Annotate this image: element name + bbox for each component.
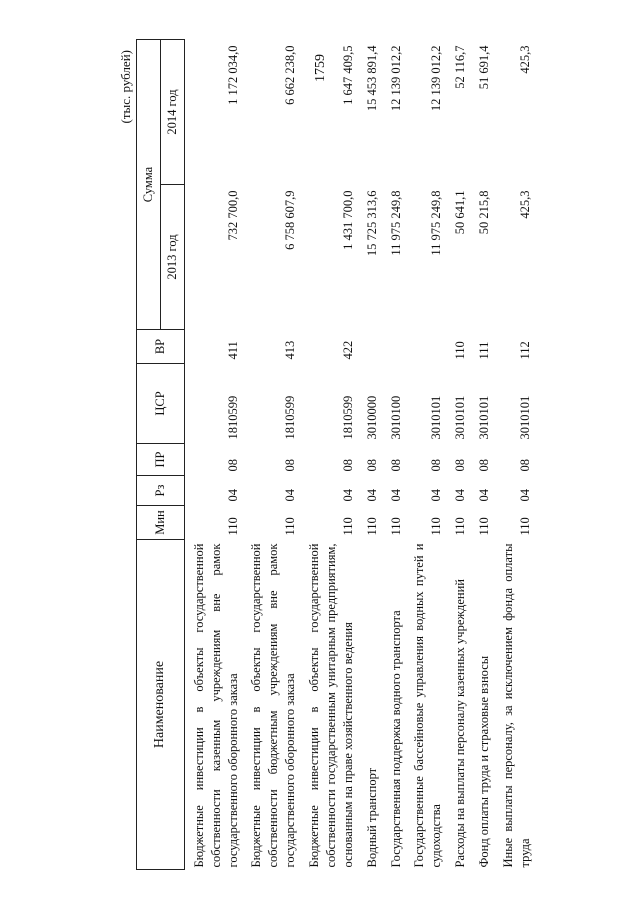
row-2013: 50 641,1 [453,190,468,235]
row-name: Бюджетные инвестиции в объекты государственной собственности бюджетным учреждениям вне рамок государственного оборонного заказа [249,543,298,868]
header-sum: Сумма [137,40,161,330]
row-2013: 11 975 249,8 [388,190,403,256]
row-rz: 04 [340,489,355,502]
row-vr: 413 [283,340,298,360]
row-vr: 422 [340,340,355,360]
row-vr [361,330,385,364]
row-rz: 04 [283,489,298,502]
header-csr: ЦСР [137,364,185,444]
table-row [449,40,473,870]
row-min: 110 [225,517,240,536]
row-pr: 08 [225,459,240,472]
header-name: Наименование [137,540,185,870]
row-min: 110 [388,517,403,536]
row-pr: 08 [429,459,444,472]
row-vr: 112 [517,341,532,360]
row-2014: 52 116,7 [453,45,468,89]
row-name: Иные выплаты персоналу, за исключением фонда оплаты труда [500,543,532,868]
header-pr: ПР [137,444,185,476]
row-rz: 04 [225,489,240,502]
row-2014: 1 647 409,5 [340,45,355,105]
row-csr: 1810599 [340,395,355,440]
row-rz: 04 [517,489,532,502]
row-pr: 08 [477,459,491,472]
row-min: 110 [453,517,468,536]
header-min: Мин [137,506,185,540]
row-min: 110 [477,517,491,536]
row-csr: 1810599 [283,395,298,440]
header-2014: 2014 год [160,40,184,185]
row-vr: 411 [225,341,240,360]
row-2013: 15 725 313,6 [364,190,379,257]
row-csr: 1810599 [225,395,240,440]
row-name: Расходы на выплаты персоналу казенных учреждений [453,579,468,868]
row-csr: 3010101 [517,395,532,440]
row-name: Бюджетные инвестиции в объекты государственной собственности государственным унитарным предприятиям, основанным на праве хозяйственного ведения [307,543,355,868]
row-2013: 732 700,0 [225,190,240,241]
row-min: 110 [517,517,532,536]
header-rz: Рз [137,476,185,506]
row-vr: 110 [453,341,468,360]
row-2014: 12 139 012,2 [388,45,403,112]
row-name: Государственная поддержка водного транспорта [388,610,403,868]
row-min: 110 [429,517,444,536]
units-label: (тыс. рублей) [118,50,133,124]
table-row [184,40,245,870]
row-csr: 3010000 [364,395,379,440]
row-pr: 08 [340,459,355,472]
row-2014: 6 662 238,0 [283,45,298,105]
header-vr: ВР [137,330,185,364]
row-csr: 3010100 [388,395,403,440]
header-2013: 2013 год [160,185,184,330]
row-name: Водный транспорт [364,767,379,868]
row-name: Бюджетные инвестиции в объекты государственной собственности казенным учреждениям вне рамок государственного оборонного заказа [191,543,240,868]
row-name: Фонд оплаты труда и страховые взносы [477,655,491,868]
row-2014: 425,3 [517,45,532,74]
budget-table-page [116,40,640,870]
header-row [137,40,161,870]
row-rz: 04 [388,489,403,502]
table-row [473,40,497,870]
row-name: Государственные бассейновые управления водных путей и судоходства [412,543,444,868]
row-min: 110 [364,517,379,536]
table-row [303,40,361,870]
row-pr: 08 [364,459,379,472]
table-row [245,40,303,870]
table-row [497,40,538,870]
row-min: 110 [340,517,355,536]
row-vr: 111 [477,341,491,360]
row-vr [408,330,449,364]
row-2013: 425,3 [517,190,532,219]
row-2014: 15 453 891,4 [364,45,379,112]
row-rz: 04 [453,489,468,502]
table-row [385,40,409,870]
row-pr: 08 [283,459,298,472]
row-rz: 04 [477,489,491,502]
row-pr: 08 [388,459,403,472]
row-2013: 1 431 700,0 [340,190,355,250]
row-rz: 04 [364,489,379,502]
table-row [408,40,449,870]
row-pr: 08 [453,459,468,472]
budget-table [136,39,538,870]
row-min: 110 [283,517,298,536]
row-pr: 08 [517,459,532,472]
row-2014: 51 691,4 [477,45,491,90]
row-csr: 3010101 [429,395,444,440]
row-2013: 11 975 249,8 [429,190,444,256]
page-number: 1759 [313,54,328,82]
row-csr: 3010101 [453,395,468,440]
table-row [361,40,385,870]
row-2014: 12 139 012,2 [429,45,444,112]
row-2013: 50 215,8 [477,190,491,235]
row-2013: 6 758 607,9 [283,190,298,250]
row-csr: 3010101 [477,395,491,440]
row-vr [385,330,409,364]
row-2014: 1 172 034,0 [225,45,240,105]
row-rz: 04 [429,489,444,502]
